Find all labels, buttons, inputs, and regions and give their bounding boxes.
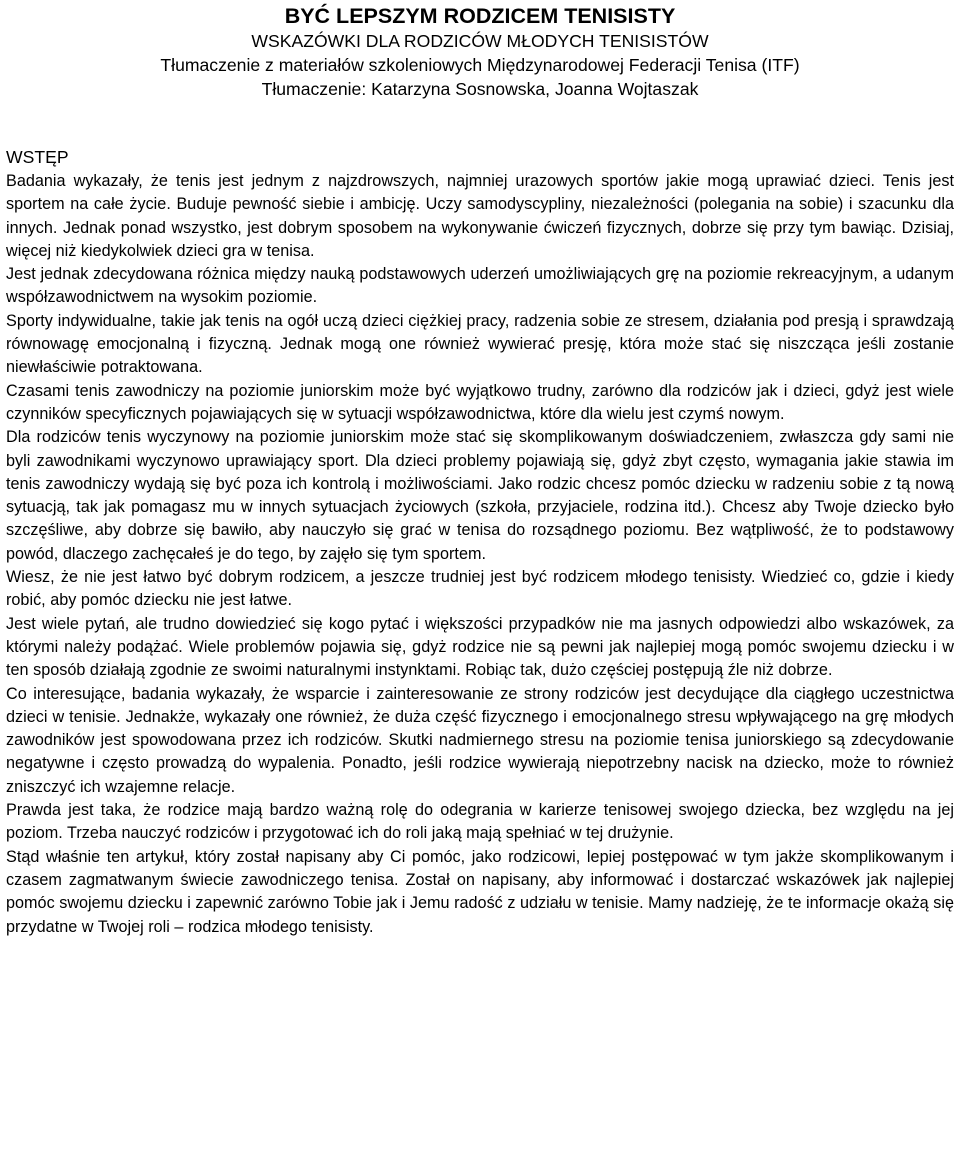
paragraph: Wiesz, że nie jest łatwo być dobrym rodzicem, a jeszcze trudniej jest być rodzicem młodego tenisisty. Wiedzieć co, gdzie i kiedy robić, aby pomóc dziecku nie jest łatwe. — [6, 568, 954, 610]
paragraph: Jest wiele pytań, ale trudno dowiedzieć się kogo pytać i większości przypadków nie ma jasnych odpowiedzi albo wskazówek, za którymi należy podążać. Wiele problemów pojawia się, gdyż rodzice nie są pewni jak najlepiej mogą pomóc swojemu dziecku i w ten sposób działają zgodnie ze swoimi naturalnymi instynktami. Robiąc tak, dużo częściej postępują źle niż dobrze. — [6, 614, 954, 680]
paragraph: Co interesujące, badania wykazały, że wsparcie i zainteresowanie ze strony rodziców jest decydujące dla ciągłego uczestnictwa dzieci w tenisie. Jednakże, wykazały one również, że duża część fizycznego i emocjonalnego stresu wpływającego na grę młodych zawodników jest spowodowana przez ich rodziców. Skutki nadmiernego stresu na poziomie tenisa juniorskiego są zdecydowanie negatywne i często prowadzą do wypalenia. Ponadto, jeśli rodzice wywierają niepotrzebny nacisk na dziecko, może to również zniszczyć ich wzajemne relacje. — [6, 684, 954, 796]
document-title: BYĆ LEPSZYM RODZICEM TENISISTY — [284, 4, 676, 28]
paragraph: Stąd właśnie ten artykuł, który został napisany aby Ci pomóc, jako rodzicowi, lepiej postępować w tym jakże skomplikowanym i czasem zagmatwanym świecie zawodniczego tenisa. Został on napisany, aby informować i dostarczać wskazówek jak najlepiej pomóc swojemu dziecku i zapewnić zarówno Tobie jak i Jemu radość z udziału w tenisie. Mamy nadzieję, że te informacje okażą się przydatne w Twojej roli – rodzica młodego tenisisty. — [6, 847, 954, 936]
translators-line: Tłumaczenie: Katarzyna Sosnowska, Joanna Wojtaszak — [261, 79, 699, 99]
paragraph: Badania wykazały, że tenis jest jednym z najzdrowszych, najmniej urazowych sportów jakie mogą uprawiać dzieci. Tenis jest sportem na całe życie. Buduje pewność siebie i ambicję. Uczy samodyscypliny, niezależności (polegania na sobie) i szacunku dla innych. Jednak ponad wszystko, jest dobrym sposobem na wykonywanie ćwiczeń fizycznych, dobrze się przy tym bawiąc. Dzisiaj, więcej niż kiedykolwiek dzieci gra w tenisa. — [6, 172, 954, 260]
source-line: Tłumaczenie z materiałów szkoleniowych Międzynarodowej Federacji Tenisa (ITF) — [160, 55, 800, 75]
paragraph: Czasami tenis zawodniczy na poziomie juniorskim może być wyjątkowo trudny, zarówno dla rodziców jak i dzieci, gdyż jest wiele czynników specyficznych pojawiających się w sytuacji współzawodnictwa, które dla wielu jest czymś nowym. — [6, 381, 954, 423]
section-heading: WSTĘP — [6, 147, 69, 167]
paragraph: Jest jednak zdecydowana różnica między nauką podstawowych uderzeń umożliwiających grę na poziomie rekreacyjnym, a udanym współzawodnictwem na wysokim poziomie. — [6, 265, 954, 307]
document-subtitle: WSKAZÓWKI DLA RODZICÓW MŁODYCH TENISISTÓW — [251, 31, 709, 51]
section-body — [6, 170, 954, 939]
paragraph: Dla rodziców tenis wyczynowy na poziomie juniorskim może stać się skomplikowanym doświadczeniem, zwłaszcza gdy sami nie byli zawodnikami wyczynowo uprawiający sport. Dla dzieci problemy pojawiają się, gdyż zbyt często, wymagania jakie stawia im tenis zawodniczy wydają się być poza ich kontrolą i możliwościami. Jako rodzic chcesz pomóc dziecku w radzeniu sobie z tą nową sytuacją, tak jak pomagasz mu w innych sytuacjach życiowych (szkoła, przyjaciele, rodzina itd.). Chcesz aby Twoje dziecko było szczęśliwe, aby dobrze się bawiło, aby nauczyło się grać w tenisa do rozsądnego poziomu. Bez wątpliwość, że to podstawowy powód, dlaczego zachęcałeś je do tego, by zajęło się tym sportem. — [6, 428, 954, 563]
paragraph: Prawda jest taka, że rodzice mają bardzo ważną rolę do odegrania w karierze tenisowej swojego dziecka, bez względu na jej poziom. Trzeba nauczyć rodziców i przygotować ich do roli jaką mają spełniać w tej drużynie. — [6, 801, 954, 843]
document-header — [6, 2, 954, 101]
paragraph: Sporty indywidualne, takie jak tenis na ogół uczą dzieci ciężkiej pracy, radzenia sobie ze stresem, działania pod presją i sprawdzają równowagę emocjonalną i fizyczną. Jednak mogą one również wywierać presję, która może stać się niszcząca jeśli zostanie niewłaściwie potraktowana. — [6, 311, 954, 377]
